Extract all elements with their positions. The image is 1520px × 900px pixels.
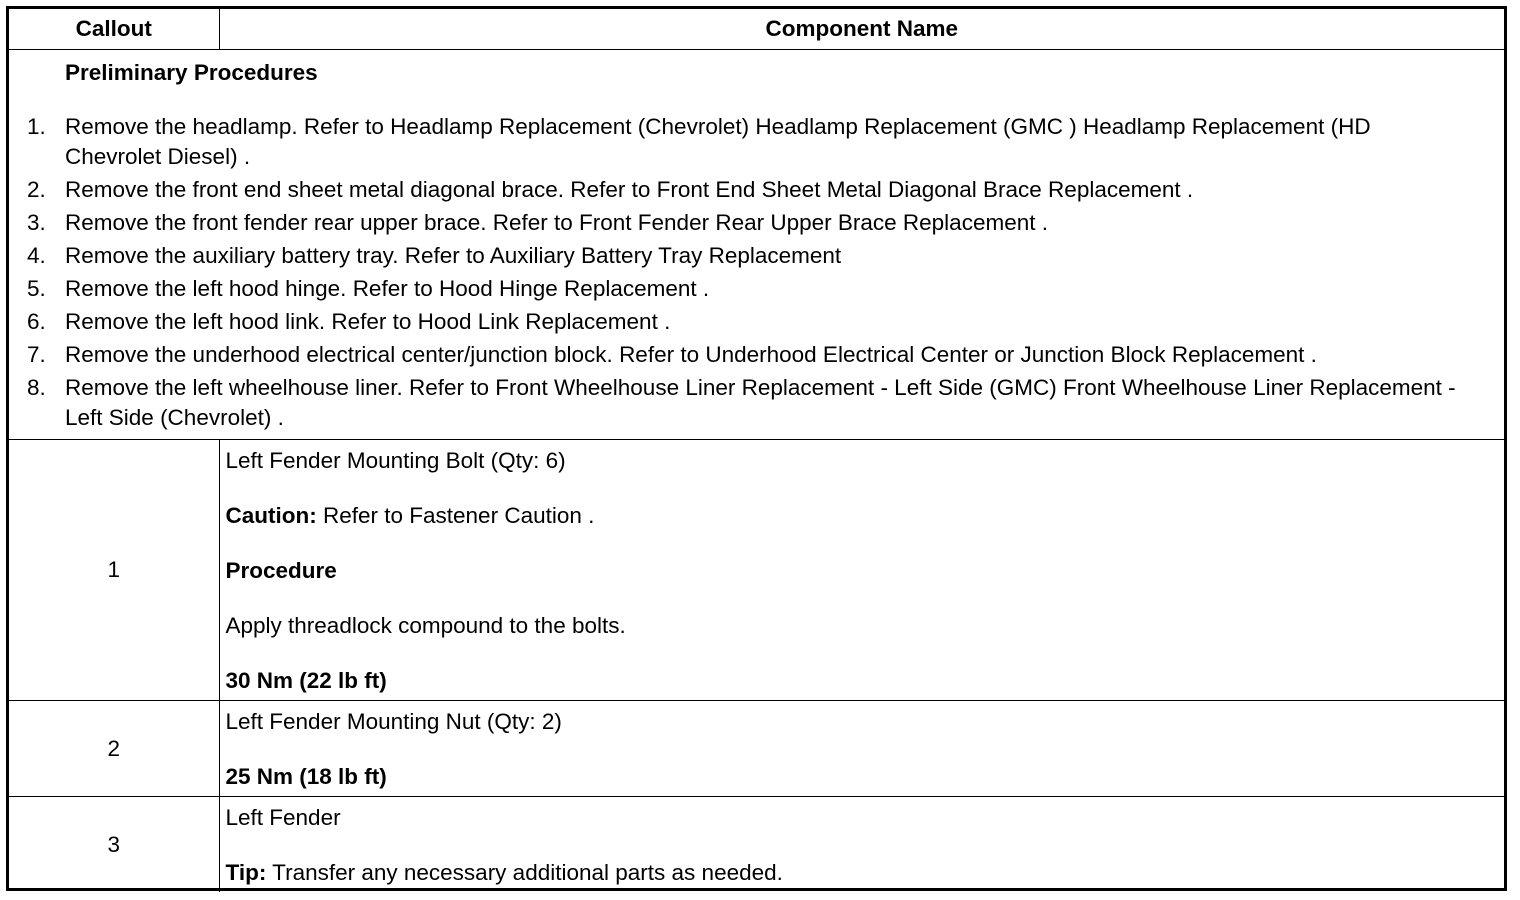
step-text: Remove the front fender rear upper brace. Refer to Front Fender Rear Upper Brace Replacement .: [65, 210, 1048, 235]
step-text: Remove the left hood hinge. Refer to Hood Hinge Replacement .: [65, 276, 710, 301]
tip-note: [226, 858, 1497, 888]
step-item: [23, 112, 1464, 172]
callout-number: 2: [9, 701, 219, 797]
step-number: 2.: [27, 177, 46, 202]
preliminary-title: Preliminary Procedures: [65, 60, 318, 85]
step-number: 6.: [27, 309, 46, 334]
component-name: Left Fender: [225, 805, 341, 830]
step-text: Remove the left wheelhouse liner. Refer to Front Wheelhouse Liner Replacement - Left Side (GMC) Front Wheelhouse Liner Replacement - Left Side (Chevrolet) .: [65, 375, 1456, 430]
table-row: [9, 797, 1504, 893]
header-row: [9, 9, 1504, 50]
torque-spec: 30 Nm (22 lb ft): [225, 668, 387, 693]
tip-text: Transfer any necessary additional parts as needed.: [266, 860, 783, 885]
step-text: Remove the front end sheet metal diagonal brace. Refer to Front End Sheet Metal Diagonal Brace Replacement .: [65, 177, 1194, 202]
component-cell: [219, 797, 1504, 893]
step-number: 5.: [27, 276, 46, 301]
callout-number: 3: [9, 797, 219, 893]
preliminary-cell: [9, 50, 1504, 440]
step-number: 7.: [27, 342, 46, 367]
step-text: Remove the auxiliary battery tray. Refer to Auxiliary Battery Tray Replacement: [65, 243, 842, 268]
caution-label: Caution:: [225, 503, 317, 528]
callout-number: 1: [9, 440, 219, 701]
torque-spec: 25 Nm (18 lb ft): [225, 764, 387, 789]
step-number: 4.: [27, 243, 46, 268]
step-number: 8.: [27, 375, 46, 400]
table-row: [9, 701, 1504, 797]
component-cell: [219, 440, 1504, 701]
caution-note: [226, 501, 1497, 531]
tip-label: Tip:: [225, 860, 267, 885]
procedure-text: Apply threadlock compound to the bolts.: [225, 613, 626, 638]
preliminary-row: [9, 50, 1504, 440]
step-item: [23, 241, 1464, 271]
step-text: Remove the left hood link. Refer to Hood Link Replacement .: [65, 309, 671, 334]
step-text: Remove the underhood electrical center/junction block. Refer to Underhood Electrical Center or Junction Block Replacement .: [65, 342, 1317, 367]
component-cell: [219, 701, 1504, 797]
step-item: [23, 274, 1464, 304]
step-text: Remove the headlamp. Refer to Headlamp Replacement (Chevrolet) Headlamp Replacement (GMC ) Headlamp Replacement (HD Chevrolet Diesel) .: [65, 114, 1371, 169]
step-item: [23, 175, 1464, 205]
header-component-name: Component Name: [219, 9, 1504, 50]
component-name: Left Fender Mounting Nut (Qty: 2): [225, 709, 562, 734]
step-item: [23, 373, 1464, 433]
step-item: [23, 208, 1464, 238]
caution-text: Refer to Fastener Caution .: [316, 503, 595, 528]
step-number: 1.: [27, 114, 46, 139]
header-callout: Callout: [9, 9, 219, 50]
table-row: [9, 440, 1504, 701]
step-item: [23, 340, 1464, 370]
component-name: Left Fender Mounting Bolt (Qty: 6): [225, 448, 566, 473]
procedure-table-frame: [6, 6, 1507, 891]
step-item: [23, 307, 1464, 337]
procedure-label: Procedure: [225, 558, 337, 583]
procedure-table: [9, 9, 1504, 892]
step-number: 3.: [27, 210, 46, 235]
